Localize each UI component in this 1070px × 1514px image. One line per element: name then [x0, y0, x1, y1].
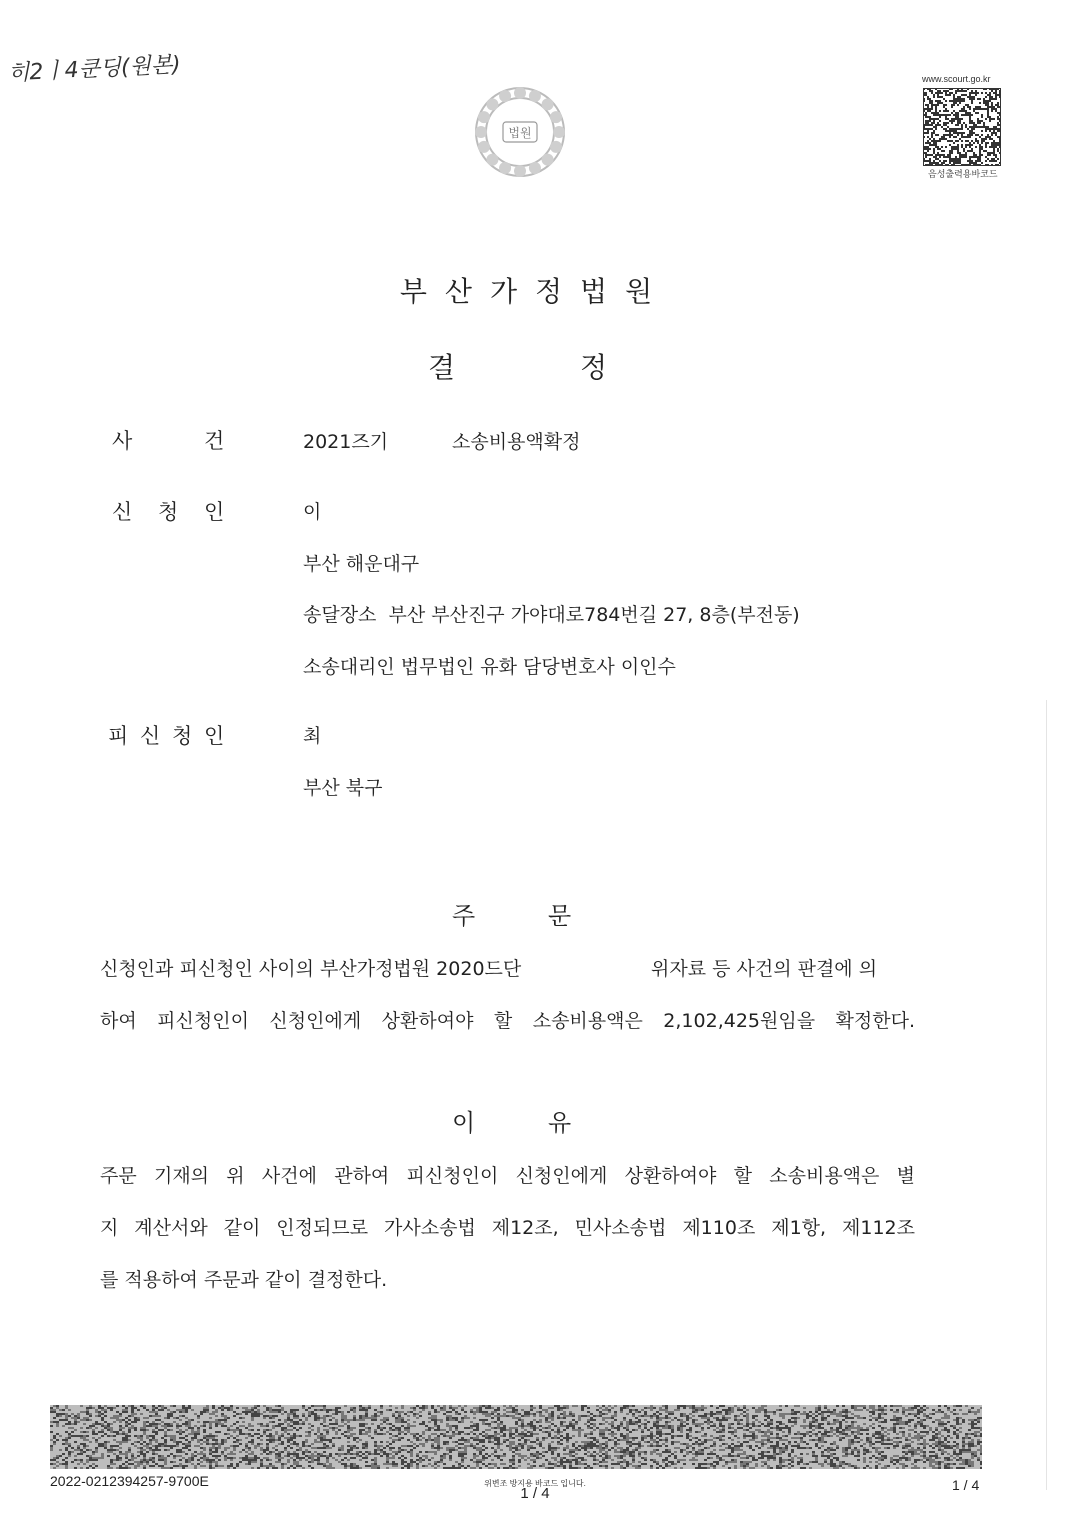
qr-code — [923, 88, 1001, 166]
order-line-1b: 위자료 등 사건의 판결에 의 — [651, 958, 878, 980]
case-name: 소송비용액확정 — [452, 431, 581, 453]
qr-caption: 음성출력용바코드 — [928, 169, 998, 179]
court-name: 부산가정법원 — [399, 275, 671, 308]
handwritten-note: 히2ㅣ4쿤딩(원본) — [7, 52, 182, 87]
case-label-char: 사 — [112, 429, 133, 453]
applicant-representative: 소송대리인 법무법인 유화 담당변호사 이인수 — [303, 656, 676, 678]
page-number-center: 1 / 4 — [520, 1485, 550, 1502]
scan-edge-line — [1046, 700, 1047, 1490]
case-number: 2021즈기 — [303, 431, 389, 453]
order-line-2: 하여 피신청인이 신청인에게 상환하여야 할 소송비용액은 2,102,425원임을 확정한다. — [100, 1010, 915, 1032]
title-char-right: 정 — [580, 351, 608, 384]
title-char-left: 결 — [428, 351, 456, 384]
court-seal-emblem — [470, 82, 570, 182]
respondent-label-char: 인 — [204, 724, 225, 748]
seal-text: 법원 — [508, 126, 532, 140]
reasons-heading-char: 이 — [452, 1109, 476, 1137]
page-number-right: 1 / 4 — [952, 1477, 980, 1493]
case-label-char: 건 — [204, 429, 225, 453]
reasons-line: 주문 기재의 위 사건에 관하여 피신청인이 신청인에게 상환하여야 할 소송비용액은 별 — [100, 1165, 915, 1187]
respondent-label-char: 신 — [140, 724, 161, 748]
applicant-service-address: 송달장소 부산 부산진구 가야대로784번길 27, 8층(부전동) — [303, 604, 800, 626]
applicant-address: 부산 해운대구 — [303, 553, 420, 575]
applicant-label-char: 청 — [158, 500, 179, 524]
document-id: 2022-0212394257-9700E — [50, 1473, 209, 1489]
respondent-address: 부산 북구 — [303, 777, 383, 799]
applicant-label-char: 신 — [112, 500, 133, 524]
anti-forgery-note: 위변조 방지용 바코드 입니다. — [484, 1479, 586, 1488]
reasons-heading-char: 유 — [548, 1109, 572, 1137]
applicant-name: 이 — [303, 501, 322, 523]
respondent-label-char: 피 — [108, 724, 129, 748]
order-line-1a: 신청인과 피신청인 사이의 부산가정법원 2020드단 — [100, 958, 522, 980]
reasons-line: 지 계산서와 같이 인정되므로 가사소송법 제12조, 민사소송법 제110조 제1항, 제112조 — [100, 1217, 915, 1239]
applicant-label-char: 인 — [204, 500, 225, 524]
respondent-label-char: 청 — [172, 724, 193, 748]
anti-forgery-barcode — [50, 1405, 982, 1469]
order-heading-char: 주 — [452, 902, 476, 930]
qr-url: www.scourt.go.kr — [922, 74, 991, 84]
order-heading-char: 문 — [548, 902, 572, 930]
respondent-name: 최 — [303, 725, 322, 747]
reasons-line: 를 적용하여 주문과 같이 결정한다. — [100, 1269, 388, 1291]
